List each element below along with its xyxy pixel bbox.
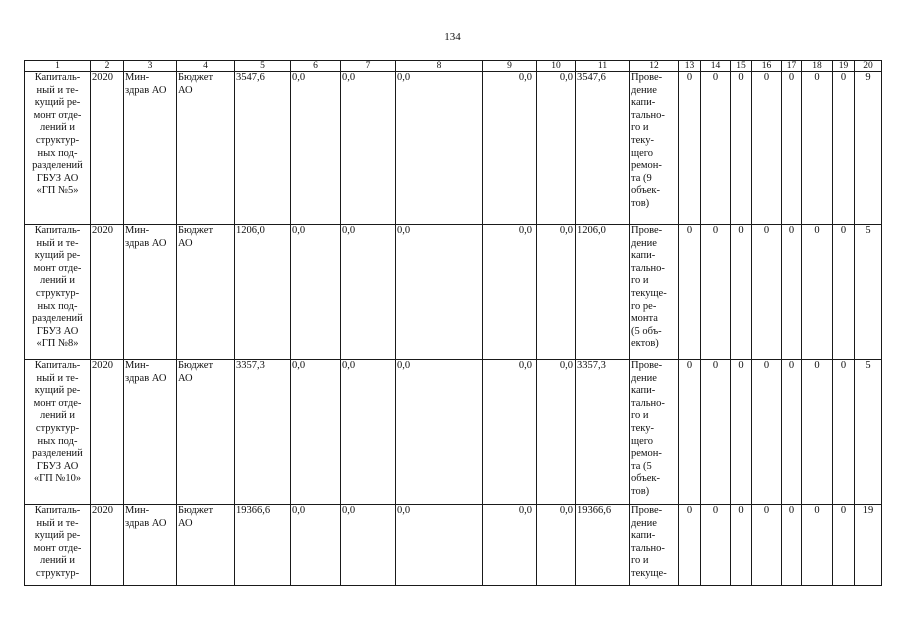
column-header: 12 <box>630 61 679 72</box>
amount-cell: 0,0 <box>483 505 537 586</box>
amount-cell: 0,0 <box>537 72 576 225</box>
funding-source-cell: Бюджет АО <box>177 360 235 505</box>
column-header: 7 <box>341 61 396 72</box>
amount-cell: 0,0 <box>396 72 483 225</box>
table-row <box>25 72 882 225</box>
indicator-cell: 0 <box>679 225 701 360</box>
year-cell: 2020 <box>91 360 124 505</box>
indicator-cell: 0 <box>752 505 782 586</box>
column-header: 13 <box>679 61 701 72</box>
amount-cell: 0,0 <box>291 72 341 225</box>
indicator-cell: 0 <box>701 225 731 360</box>
amount-cell: 0,0 <box>341 225 396 360</box>
column-header: 9 <box>483 61 537 72</box>
funding-source-cell: Бюджет АО <box>177 225 235 360</box>
result-cell: Прове- дение капи- тально- го и теку- щего ремон- та (5 объек- тов) <box>630 360 679 505</box>
executor-cell: Мин- здрав АО <box>124 72 177 225</box>
table-row <box>25 505 882 586</box>
indicator-cell: 0 <box>802 360 833 505</box>
amount-cell: 1206,0 <box>576 225 630 360</box>
column-header: 6 <box>291 61 341 72</box>
indicator-cell: 0 <box>752 72 782 225</box>
column-header: 11 <box>576 61 630 72</box>
executor-cell: Мин- здрав АО <box>124 505 177 586</box>
indicator-cell: 0 <box>731 72 752 225</box>
indicator-cell: 0 <box>679 360 701 505</box>
column-number-row <box>25 61 882 72</box>
table-row <box>25 360 882 505</box>
total-amount-cell: 1206,0 <box>235 225 291 360</box>
indicator-cell: 0 <box>731 225 752 360</box>
amount-cell: 0,0 <box>483 72 537 225</box>
total-amount-cell: 19366,6 <box>235 505 291 586</box>
result-cell: Прове- дение капи- тально- го и текуще- го ре- монта (5 объ- ектов) <box>630 225 679 360</box>
column-header: 16 <box>752 61 782 72</box>
activity-name-cell: Капиталь- ный и те- кущий ре- монт отде- лений и структур- ных под- разделений ГБУЗ АО «ГП №5» <box>25 72 91 225</box>
column-header: 15 <box>731 61 752 72</box>
indicator-cell: 0 <box>782 225 802 360</box>
indicator-cell: 0 <box>782 360 802 505</box>
amount-cell: 3357,3 <box>576 360 630 505</box>
amount-cell: 19366,6 <box>576 505 630 586</box>
amount-cell: 0,0 <box>291 225 341 360</box>
indicator-cell: 0 <box>833 360 855 505</box>
indicator-cell: 0 <box>731 360 752 505</box>
indicator-cell: 0 <box>802 72 833 225</box>
executor-cell: Мин- здрав АО <box>124 225 177 360</box>
column-header: 20 <box>855 61 882 72</box>
page-number: 134 <box>444 31 461 43</box>
indicator-cell: 0 <box>782 72 802 225</box>
column-header: 1 <box>25 61 91 72</box>
indicator-cell: 9 <box>855 72 882 225</box>
amount-cell: 0,0 <box>341 360 396 505</box>
indicator-cell: 19 <box>855 505 882 586</box>
column-header: 8 <box>396 61 483 72</box>
activity-name-cell: Капиталь- ный и те- кущий ре- монт отде- лений и структур- <box>25 505 91 586</box>
indicator-cell: 0 <box>833 225 855 360</box>
amount-cell: 0,0 <box>291 360 341 505</box>
amount-cell: 0,0 <box>537 225 576 360</box>
activity-name-cell: Капиталь- ный и те- кущий ре- монт отде- лений и структур- ных под- разделений ГБУЗ АО «ГП №10» <box>25 360 91 505</box>
activity-name-cell: Капиталь- ный и те- кущий ре- монт отде- лений и структур- ных под- разделений ГБУЗ АО «ГП №8» <box>25 225 91 360</box>
result-cell: Прове- дение капи- тально- го и теку- щего ремон- та (9 объек- тов) <box>630 72 679 225</box>
column-header: 3 <box>124 61 177 72</box>
indicator-cell: 5 <box>855 360 882 505</box>
indicator-cell: 0 <box>731 505 752 586</box>
executor-cell: Мин- здрав АО <box>124 360 177 505</box>
amount-cell: 0,0 <box>537 360 576 505</box>
indicator-cell: 5 <box>855 225 882 360</box>
amount-cell: 0,0 <box>537 505 576 586</box>
indicator-cell: 0 <box>782 505 802 586</box>
column-header: 4 <box>177 61 235 72</box>
indicator-cell: 0 <box>833 505 855 586</box>
amount-cell: 3547,6 <box>576 72 630 225</box>
column-header: 10 <box>537 61 576 72</box>
indicator-cell: 0 <box>679 72 701 225</box>
indicator-cell: 0 <box>752 225 782 360</box>
amount-cell: 0,0 <box>483 225 537 360</box>
amount-cell: 0,0 <box>396 505 483 586</box>
indicator-cell: 0 <box>802 505 833 586</box>
result-cell: Прове- дение капи- тально- го и текуще- <box>630 505 679 586</box>
amount-cell: 0,0 <box>396 360 483 505</box>
year-cell: 2020 <box>91 72 124 225</box>
funding-source-cell: Бюджет АО <box>177 505 235 586</box>
amount-cell: 0,0 <box>341 505 396 586</box>
indicator-cell: 0 <box>752 360 782 505</box>
funding-source-cell: Бюджет АО <box>177 72 235 225</box>
indicator-cell: 0 <box>802 225 833 360</box>
table-row <box>25 225 882 360</box>
indicator-cell: 0 <box>701 360 731 505</box>
total-amount-cell: 3547,6 <box>235 72 291 225</box>
column-header: 5 <box>235 61 291 72</box>
column-header: 14 <box>701 61 731 72</box>
year-cell: 2020 <box>91 505 124 586</box>
amount-cell: 0,0 <box>341 72 396 225</box>
column-header: 2 <box>91 61 124 72</box>
year-cell: 2020 <box>91 225 124 360</box>
total-amount-cell: 3357,3 <box>235 360 291 505</box>
amount-cell: 0,0 <box>396 225 483 360</box>
amount-cell: 0,0 <box>483 360 537 505</box>
column-header: 17 <box>782 61 802 72</box>
column-header: 18 <box>802 61 833 72</box>
column-header: 19 <box>833 61 855 72</box>
indicator-cell: 0 <box>701 72 731 225</box>
program-table <box>24 60 882 586</box>
indicator-cell: 0 <box>701 505 731 586</box>
amount-cell: 0,0 <box>291 505 341 586</box>
indicator-cell: 0 <box>679 505 701 586</box>
indicator-cell: 0 <box>833 72 855 225</box>
